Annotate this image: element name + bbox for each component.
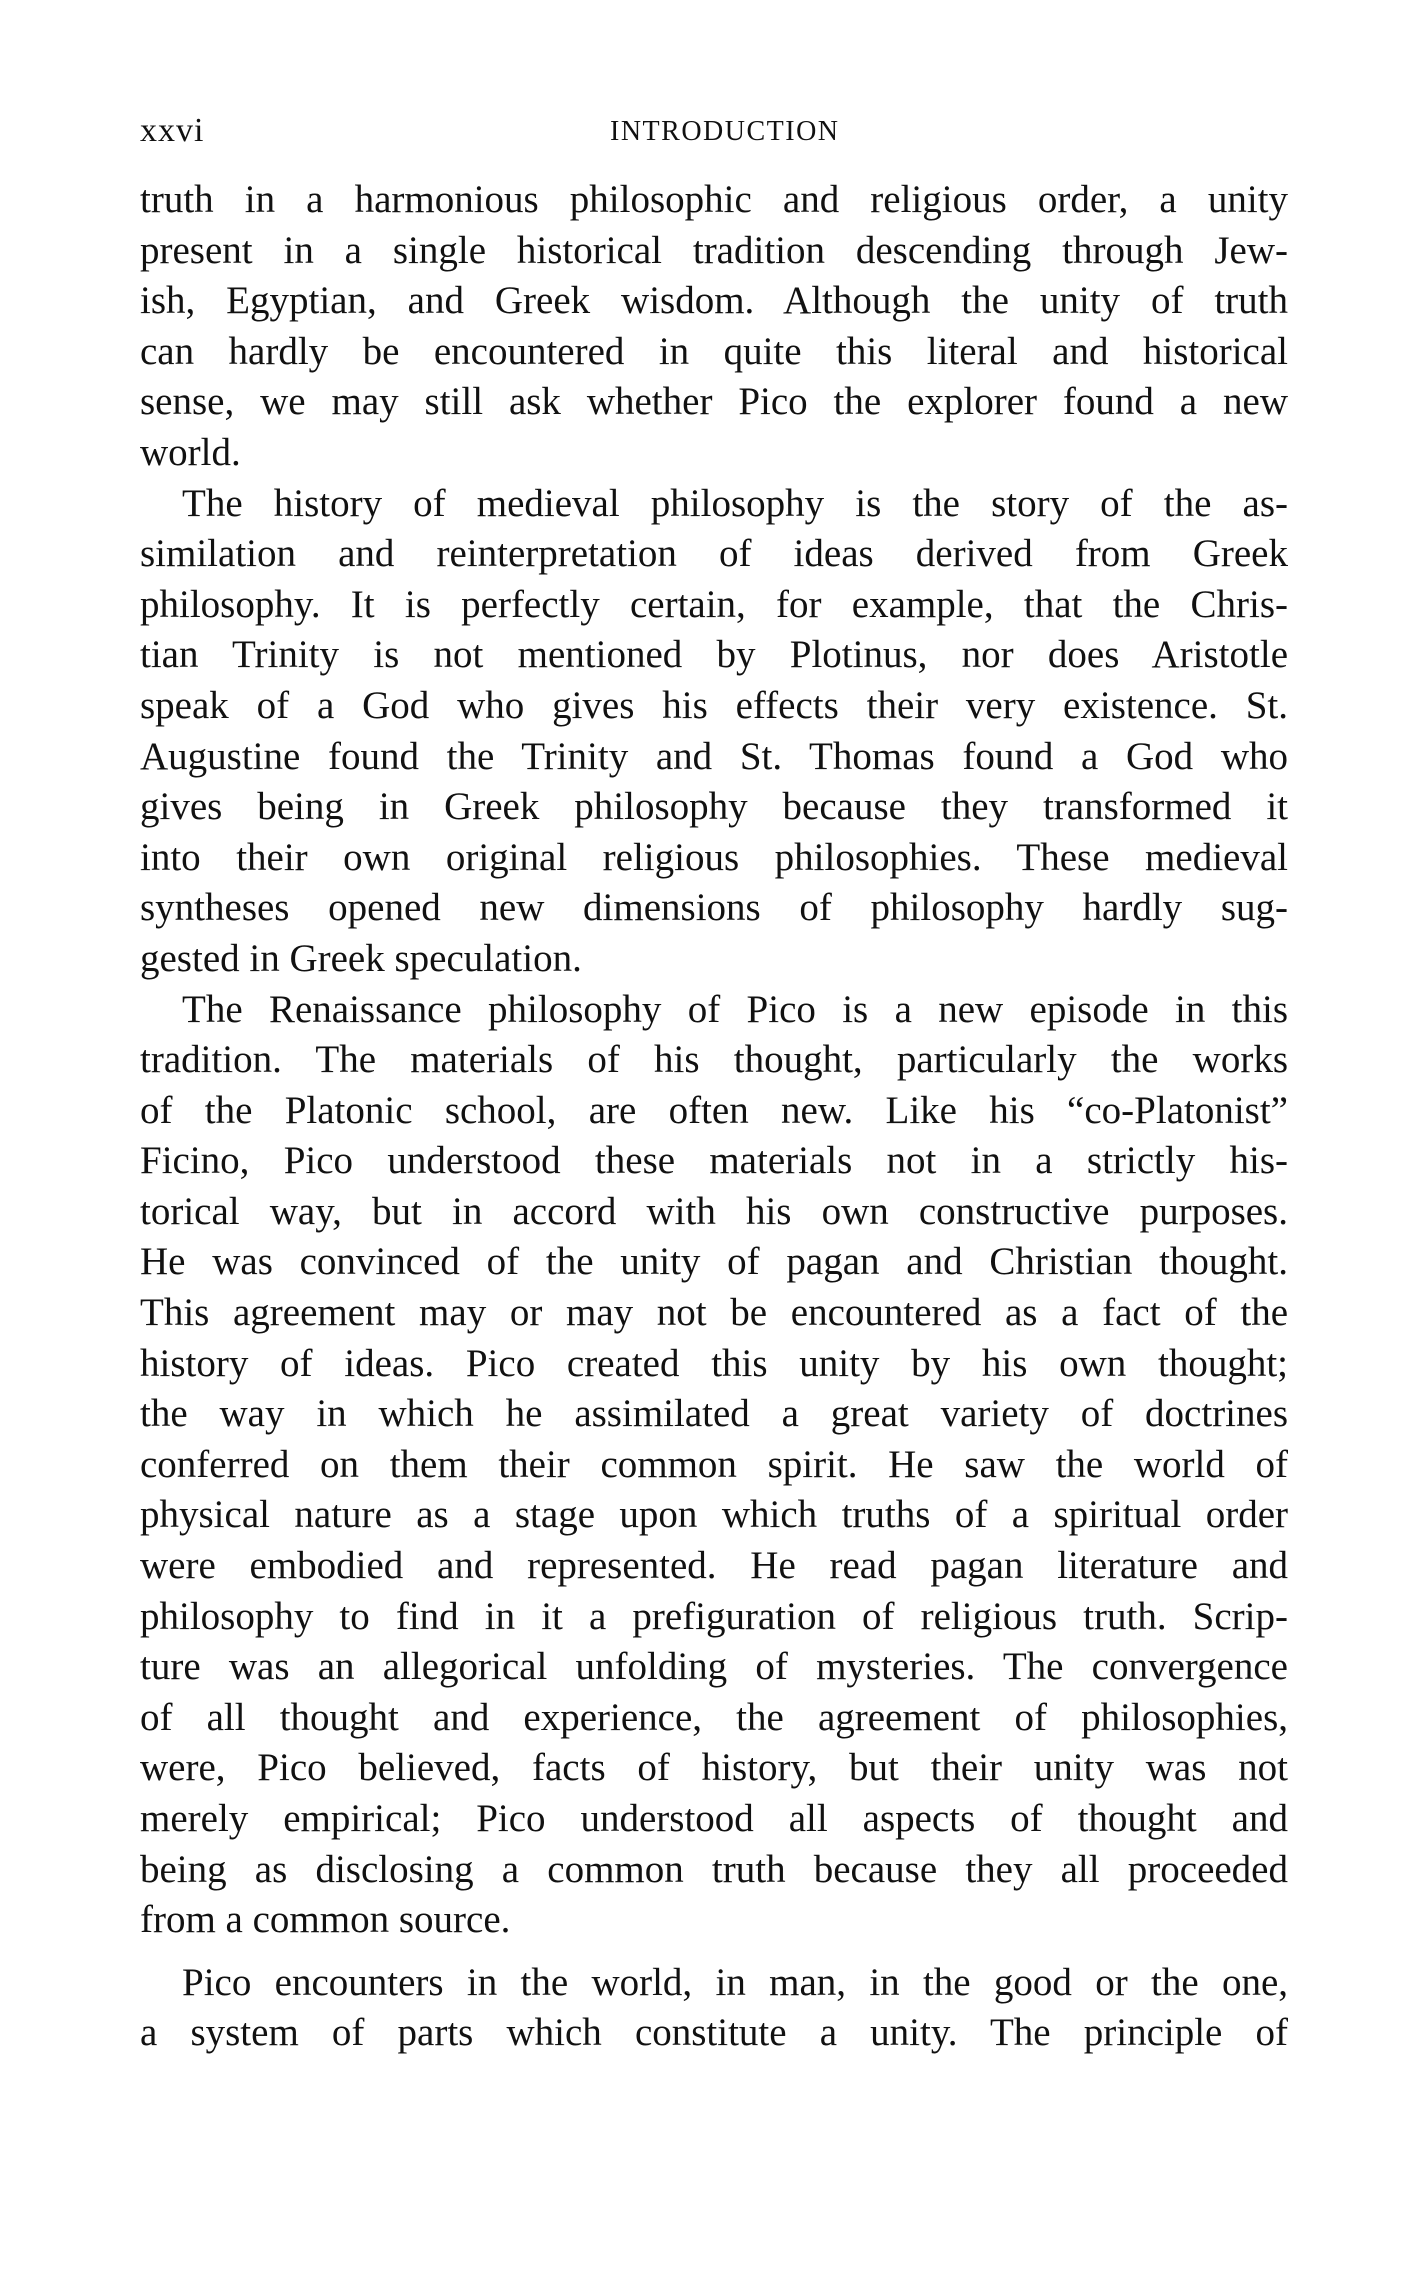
text-line: Augustine found the Trinity and St. Thomas found a God who <box>140 734 1288 778</box>
text-line: from a common source. <box>140 1898 511 1942</box>
text-line: This agreement may or may not be encountered as a fact of the <box>140 1291 1288 1335</box>
text-line: history of ideas. Pico created this unity by his own thought; <box>140 1341 1288 1385</box>
text-line: The history of medieval philosophy is the story of the as- <box>182 481 1288 525</box>
text-line: speak of a God who gives his effects their very existence. St. <box>140 683 1288 727</box>
text-line: He was convinced of the unity of pagan and Christian thought. <box>140 1240 1288 1284</box>
text-line: gives being in Greek philosophy because they transformed it <box>140 785 1288 829</box>
text-line: of the Platonic school, are often new. Like his “co-Platonist” <box>140 1088 1288 1132</box>
text-line: were, Pico believed, facts of history, but their unity was not <box>140 1746 1288 1790</box>
running-head <box>140 112 1288 152</box>
text-line: a system of parts which constitute a unity. The principle of <box>140 2011 1288 2055</box>
body-text <box>140 175 1288 2059</box>
text-line: philosophy to find in it a prefiguration of religious truth. Scrip- <box>140 1594 1288 1638</box>
page-number: xxvi <box>140 112 205 149</box>
paragraph-2 <box>140 479 1288 985</box>
paragraph-spacer <box>140 1946 1288 1958</box>
text-line: into their own original religious philosophies. These medieval <box>140 835 1288 879</box>
text-line: can hardly be encountered in quite this literal and historical <box>140 329 1288 373</box>
section-title: INTRODUCTION <box>610 116 840 147</box>
text-line: tradition. The materials of his thought, particularly the works <box>140 1038 1288 1082</box>
text-line: philosophy. It is perfectly certain, for example, that the Chris- <box>140 582 1288 626</box>
text-line: world. <box>140 430 241 474</box>
text-line: truth in a harmonious philosophic and religious order, a unity <box>140 178 1288 221</box>
text-line: The Renaissance philosophy of Pico is a new episode in this <box>182 987 1288 1031</box>
text-line: gested in Greek speculation. <box>140 936 582 980</box>
text-line: Ficino, Pico understood these materials not in a strictly his- <box>140 1139 1288 1183</box>
paragraph-4 <box>140 1958 1288 2059</box>
text-line: sense, we may still ask whether Pico the explorer found a new <box>140 380 1288 424</box>
text-line: ish, Egyptian, and Greek wisdom. Although the unity of truth <box>140 279 1288 323</box>
text-line: tian Trinity is not mentioned by Plotinus, nor does Aristotle <box>140 633 1288 677</box>
paragraph-1 <box>140 175 1288 479</box>
text-line: ture was an allegorical unfolding of mysteries. The convergence <box>140 1645 1288 1689</box>
paragraph-3 <box>140 985 1288 1946</box>
text-line: the way in which he assimilated a great variety of doctrines <box>140 1392 1288 1436</box>
text-line: conferred on them their common spirit. He saw the world of <box>140 1442 1288 1486</box>
text-line: similation and reinterpretation of ideas derived from Greek <box>140 532 1288 576</box>
text-line: physical nature as a stage upon which truths of a spiritual order <box>140 1493 1288 1537</box>
text-line: present in a single historical tradition descending through Jew- <box>140 228 1288 272</box>
text-line: Pico encounters in the world, in man, in the good or the one, <box>182 1960 1288 2004</box>
text-line: of all thought and experience, the agreement of philosophies, <box>140 1695 1288 1739</box>
text-line: torical way, but in accord with his own constructive purposes. <box>140 1189 1288 1233</box>
text-line: were embodied and represented. He read pagan literature and <box>140 1544 1288 1588</box>
text-line: merely empirical; Pico understood all aspects of thought and <box>140 1797 1288 1840</box>
text-line: syntheses opened new dimensions of philosophy hardly sug- <box>140 886 1288 930</box>
text-line: being as disclosing a common truth because they all proceeded <box>140 1847 1288 1891</box>
